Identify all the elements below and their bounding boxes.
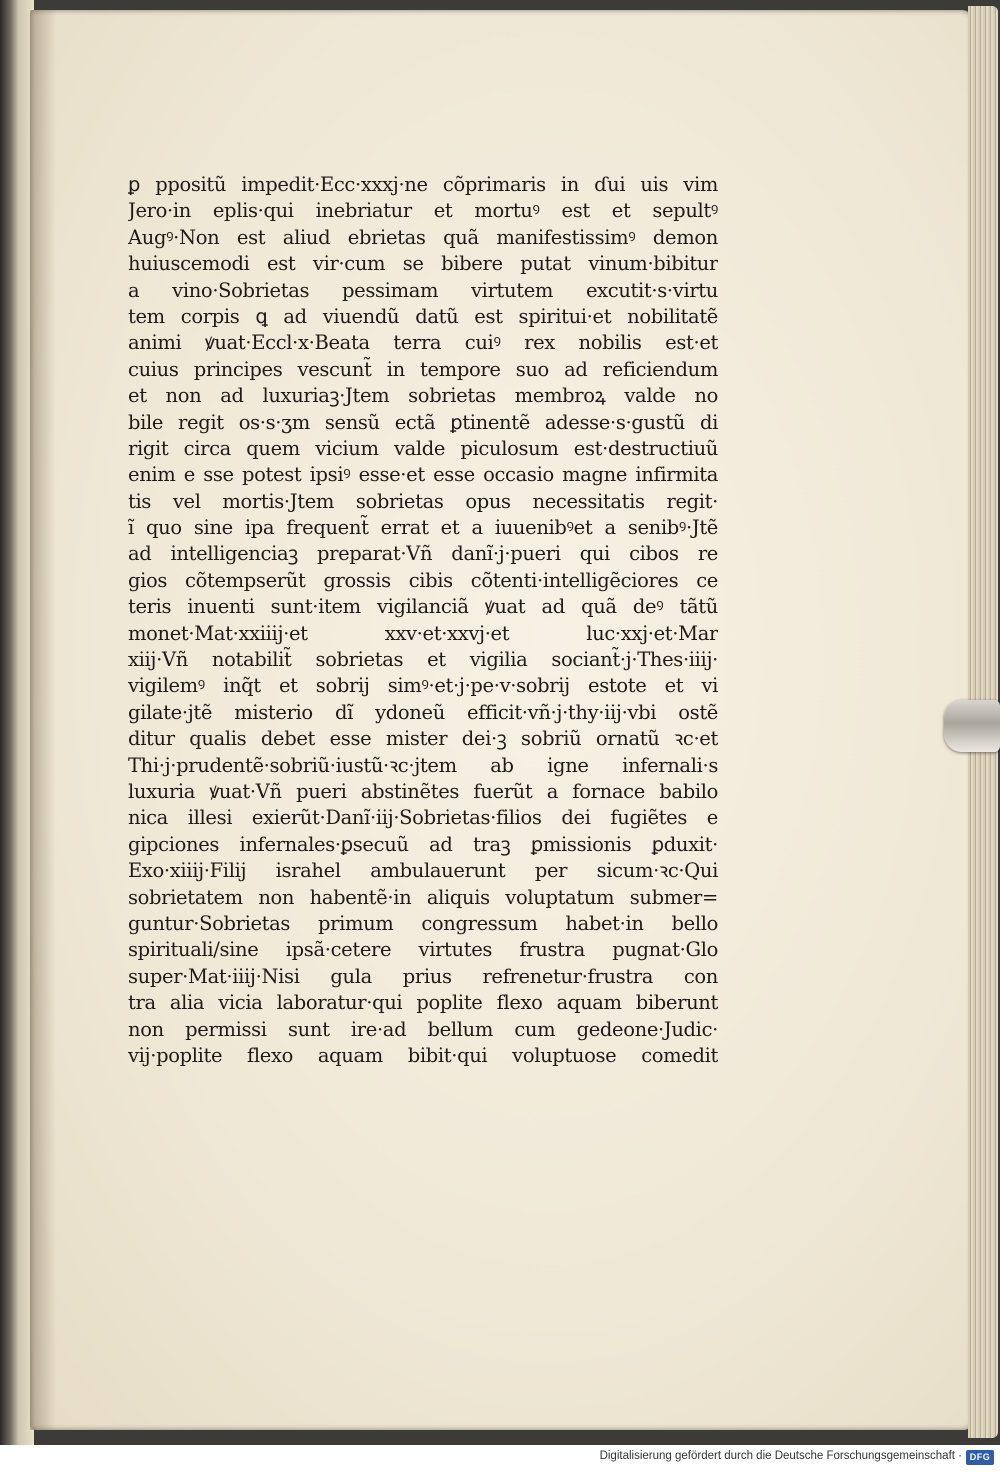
text-line: gilate·jtẽ misterio dĩ ydoneũ efficit·vñ·j·thy·iij·vbi ostẽ [128, 700, 718, 724]
left-page-edge [0, 0, 34, 1445]
text-line: Thi·j·prudentẽ·sobriũ·iustũ·ꝛc·jtem ab igne infernali·s [128, 753, 718, 777]
text-line: Jero·in eplis·qui inebriatur et mortuꝰ est et sepultꝰ [128, 199, 718, 223]
page-clip [944, 700, 1000, 752]
text-line: gipciones infernales·ꝑsecuũ ad traꝫ ꝑmissionis ꝑduxit· [128, 832, 718, 856]
text-line: super·Mat·iiij·Nisi gula prius refrenetur·frustra con [128, 964, 718, 988]
footer-credit-bar [0, 1445, 1000, 1472]
text-line: spirituali/sine ipsã·cetere virtutes frustra pugnat·Glo [128, 938, 718, 962]
text-line: vigilemꝰ inq̃t et sobrij simꝰ·et·j·pe·v·sobrij estote et vi [128, 674, 718, 698]
text-line: teris inuenti sunt·item vigilanciã ꝟuat ad quã deꝰ tãtũ [128, 595, 718, 619]
text-line: ĩ quo sine ipa frequent̃ errat et a iuuenibꝰet a senibꝰ·Jtẽ [128, 516, 718, 540]
text-line: et non ad luxuriaꝫ·Jtem sobrietas membroꝝ valde no [128, 384, 718, 408]
text-line: nica illesi exierũt·Danĩ·iij·Sobrietas·filios dei fugiẽtes e [128, 806, 718, 830]
text-line: monet·Mat·xxiiij·et xxv·et·xxvj·et luc·xxj·et·Mar [128, 621, 718, 645]
footer-credit: Digitalisierung gefördert durch die Deutsche Forschungsgemeinschaft · [599, 1450, 962, 1462]
text-line: huiuscemodi est vir·cum se bibere putat vinum·bibitur [128, 252, 718, 276]
text-line: vij·poplite flexo aquam bibit·qui voluptuose comedit [128, 1043, 718, 1067]
text-line: ditur qualis debet esse mister dei·ꝫ sobriũ ornatũ ꝛc·et [128, 727, 718, 751]
book-page [30, 10, 972, 1430]
dfg-logo-icon: DFG [966, 1450, 994, 1465]
text-line: Exo·xiiij·Filij israhel ambulauerunt per sicum·ꝛc·Qui [128, 859, 718, 883]
text-line: luxuria ꝟuat·Vñ pueri abstinẽtes fuerũt a fornace babilo [128, 779, 718, 803]
text-line: ꝑ ppositũ impedit·Ecc·xxxj·ne cõprimaris in ɗui uis vim [128, 173, 718, 196]
page-text-block [128, 172, 718, 1069]
text-line: sobrietatem non habentẽ·in aliquis voluptatum submer= [128, 885, 718, 909]
text-line: gios cõtempserũt grossis cibis cõtenti·intelligẽciores ce [128, 568, 718, 592]
text-line: ad intelligenciaꝫ preparat·Vñ danĩ·j·pueri qui cibos re [128, 542, 718, 566]
text-line: cuius principes vescunt̃ in tempore suo ad reficiendum [128, 357, 718, 381]
text-line: a vino·Sobrietas pessimam virtutem excutit·s·virtu [128, 278, 718, 302]
text-line: non permissi sunt ire·ad bellum cum gedeone·Judic· [128, 1017, 718, 1041]
text-line: tra alia vicia laboratur·qui poplite flexo aquam biberunt [128, 991, 718, 1015]
text-line: tem corpis ꝗ ad viuendũ datũ est spiritui·et nobilitatẽ [128, 304, 718, 328]
text-line: bile regit os·s·ʒm sensũ ectã ꝑtinentẽ adesse·s·gustũ di [128, 410, 718, 434]
text-line: rigit circa quem vicium valde piculosum est·destructiuũ [128, 436, 718, 460]
text-line: Augꝰ·Non est aliud ebrietas quã manifestissimꝰ demon [128, 225, 718, 249]
text-line: animi ꝟuat·Eccl·x·Beata terra cuiꝰ rex nobilis est·et [128, 331, 718, 355]
text-line: tis vel mortis·Jtem sobrietas opus necessitatis regit· [128, 489, 718, 513]
text-line: enim e sse potest ipsiꝰ esse·et esse occasio magne infirmita [128, 463, 718, 487]
text-line: xiij·Vñ notabilit̃ sobrietas et vigilia sociant̃·j·Thes·iiij· [128, 648, 718, 672]
text-line: guntur·Sobrietas primum congressum habet·in bello [128, 911, 718, 935]
